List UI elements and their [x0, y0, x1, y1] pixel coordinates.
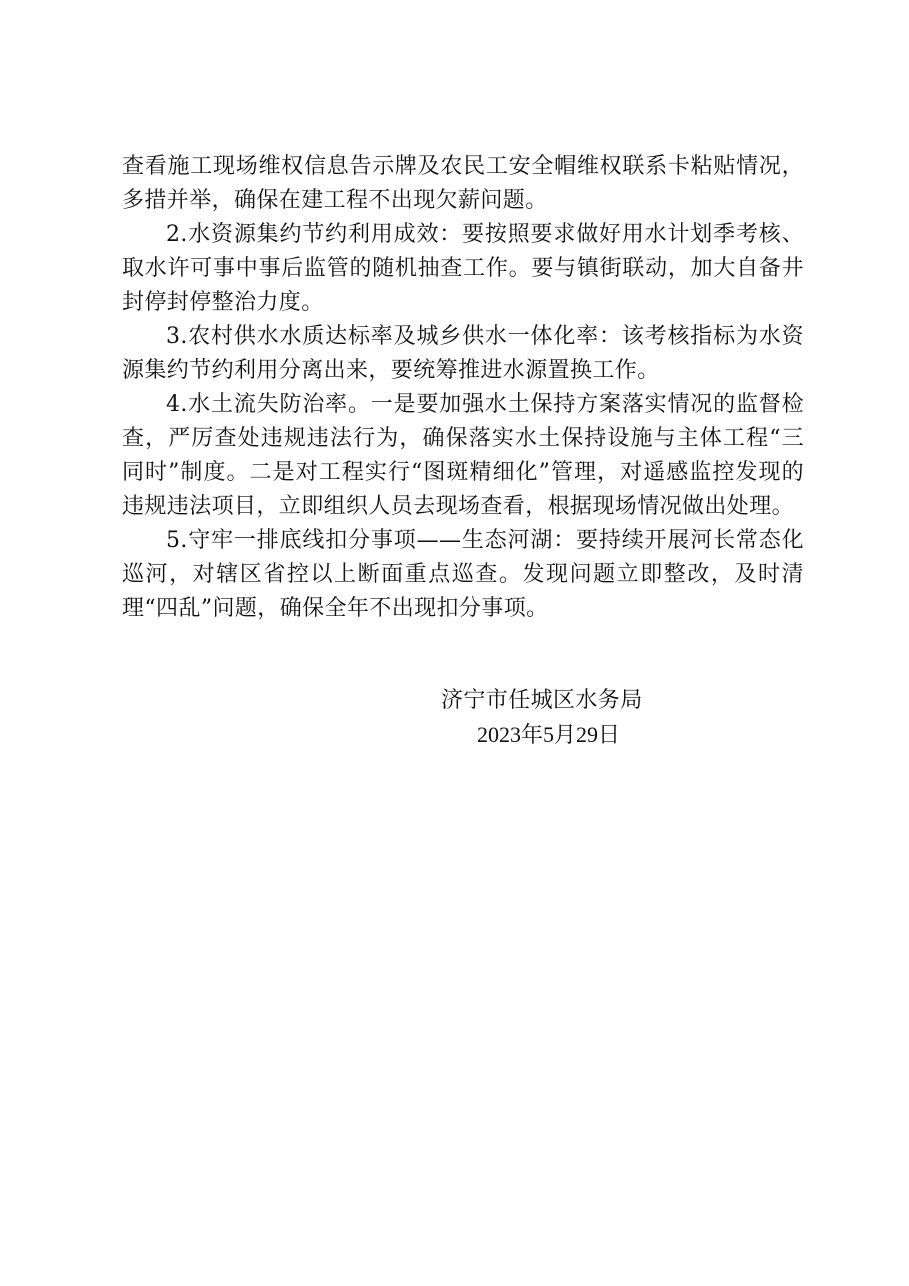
paragraph-rural-water-supply: 3.农村供水水质达标率及城乡供水一体化率：该考核指标为水资源集约节约利用分离出来，要统筹推进水源置换工作。: [122, 324, 804, 383]
document-body: [122, 150, 804, 626]
signature-date: 2023年5月29日: [477, 722, 621, 747]
signature-organization: 济宁市任城区水务局: [441, 688, 643, 713]
paragraph-ecological-rivers-lakes: 5.守牢一排底线扣分事项——生态河湖：要持续开展河长常态化巡河，对辖区省控以上断面重点巡查。发现问题立即整改，及时清理“四乱”问题，确保全年不出现扣分事项。: [122, 528, 804, 621]
paragraph-continuation: 查看施工现场维权信息告示牌及农民工安全帽维权联系卡粘贴情况，多措并举，确保在建工程不出现欠薪问题。: [122, 154, 804, 213]
paragraph-soil-erosion-control: 4.水土流失防治率。一是要加强水土保持方案落实情况的监督检查，严厉查处违规违法行为，确保落实水土保持设施与主体工程“三同时”制度。二是对工程实行“图斑精细化”管理，对遥感监控发现的违规违法项目，立即组织人员去现场查看，根据现场情况做出处理。: [122, 392, 804, 519]
paragraph-water-resource-efficiency: 2.水资源集约节约利用成效：要按照要求做好用水计划季考核、取水许可事中事后监管的随机抽查工作。要与镇街联动，加大自备井封停封停整治力度。: [122, 222, 804, 315]
